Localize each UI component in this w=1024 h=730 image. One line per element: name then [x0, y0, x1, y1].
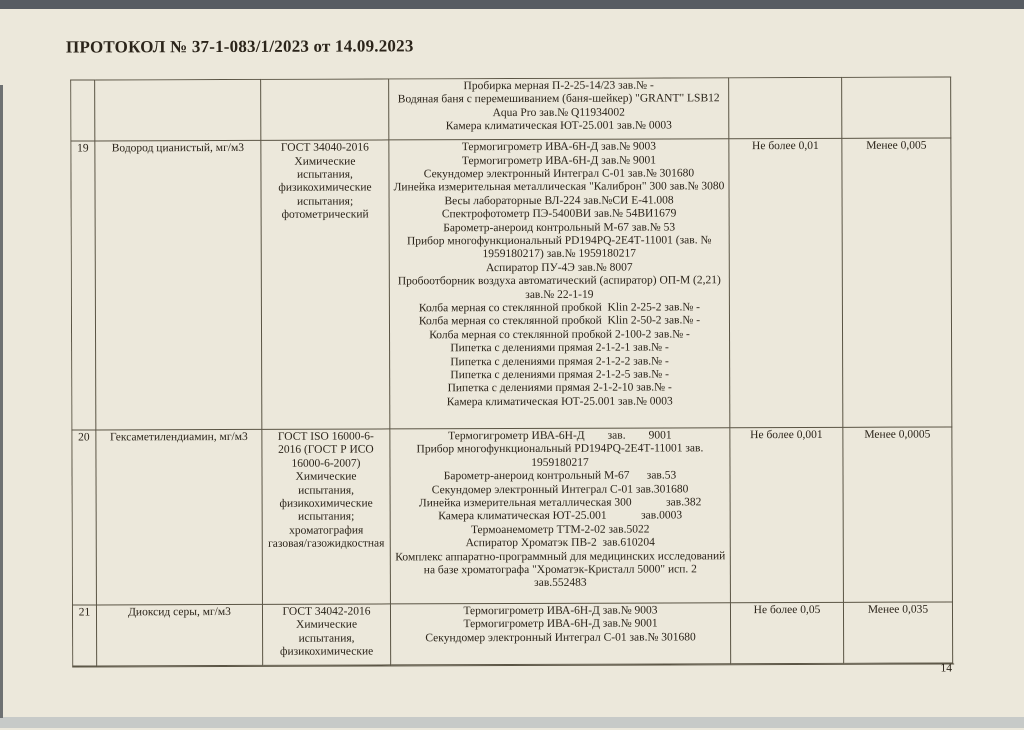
equipment-line: Пипетка с делениями прямая 2-1-2-5 зав.№ - — [450, 368, 669, 382]
equipment-line: Пробирка мерная П-2-25-14/23 зав.№ - — [463, 79, 654, 93]
cell-result: Менее 0,0005 — [843, 427, 953, 602]
cell-result: Менее 0,005 — [842, 138, 952, 427]
cell-norm: Не более 0,01 — [729, 138, 843, 427]
scan-edge-top — [0, 0, 1024, 9]
equipment-line: Секундомер электронный Интеграл С-01 зав.№ 301680 — [423, 167, 695, 181]
page-number: 14 — [940, 662, 952, 675]
equipment-line: Камера климатическая ЮТ-25.001 зав.0003 — [438, 509, 683, 523]
equipment-line: Колба мерная со стеклянной пробкой Klin 2-25-2 зав.№ - — [418, 301, 701, 315]
table-row — [72, 602, 952, 666]
equipment-line: Линейка измерительная металлическая 300 зав.382 — [418, 496, 702, 510]
equipment-line: Термогигрометр ИВА-6Н-Д зав.№ 9003 — [463, 604, 658, 617]
equipment-line: Термогигрометр ИВА-6Н-Д зав.№ 9003 — [461, 140, 656, 154]
table-row — [72, 427, 953, 605]
equipment-line: Пипетка с делениями прямая 2-1-2-1 зав.№ - — [450, 341, 669, 355]
equipment-line: Водяная баня с перемешиванием (баня-шейкер) "GRANT" LSB12 Aqua Pro зав.№ Q11934002 — [397, 92, 722, 119]
equipment-line: Линейка измерительная металлическая "Калиброн" 300 зав.№ 3080 — [393, 180, 725, 194]
equipment-line: Аспиратор Хроматэк ПВ-2 зав.610204 — [465, 536, 655, 550]
cell-norm: Не более 0,001 — [730, 427, 844, 602]
equipment-line: Термогигрометр ИВА-6Н-Д зав. 9001 — [448, 429, 672, 443]
results-table-grid — [70, 76, 953, 666]
cell-num: 19 — [71, 141, 96, 430]
equipment-line: Камера климатическая ЮТ-25.001 зав.№ 0003 — [445, 119, 672, 133]
cell-result: Менее 0,035 — [843, 602, 952, 664]
cell-substance: Гексаметилендиамин, мг/м3 — [96, 429, 263, 605]
equipment-line: Комплекс аппаратно-программный для медицинских исследований на базе хроматографа "Хроматэк-Кристалл 5000" исп. 2 зав.552483 — [395, 549, 729, 590]
cell-method: ГОСТ ISO 16000-6- 2016 (ГОСТ Р ИСО 16000-6-2007) Химические испытания, физикохимические испытания; хроматография газовая/газожидкостная — [262, 429, 391, 604]
cell-result — [842, 77, 951, 139]
equipment-line: Прибор многофункциональный PD194PQ-2Е4Т-11001 (зав. № 1959180217) зав.№ 1959180217 — [406, 234, 715, 261]
scan-edge-left — [0, 85, 3, 718]
equipment-line: Термоанемометр ТТМ-2-02 зав.5022 — [470, 523, 650, 536]
equipment-line: Прибор многофункциональный PD194PQ-2Е4Т-11001 зав. 1959180217 — [416, 442, 707, 469]
cell-num — [71, 80, 95, 141]
equipment-line: Секундомер электронный Интеграл С-01 зав.301680 — [431, 482, 689, 496]
cell-substance — [95, 79, 261, 141]
cell-equipment — [390, 603, 730, 665]
cell-method — [261, 79, 389, 141]
cell-norm: Не более 0,05 — [730, 602, 843, 664]
equipment-line: Термогигрометр ИВА-6Н-Д зав.№ 9001 — [461, 154, 656, 167]
equipment-line: Аспиратор ПУ-4Э зав.№ 8007 — [486, 261, 633, 274]
cell-norm — [729, 77, 842, 139]
equipment-line: Секундомер электронный Интеграл С-01 зав.№ 301680 — [425, 631, 696, 644]
table-row — [71, 77, 951, 141]
equipment-line: Камера климатическая ЮТ-25.001 зав.№ 0003 — [446, 395, 673, 409]
equipment-line: Весы лабораторные ВЛ-224 зав.№СИ Е-41.008 — [444, 194, 674, 208]
cell-num: 20 — [72, 430, 97, 605]
equipment-line: Спектрофотометр ПЭ-5400ВИ зав.№ 54ВИ1679 — [441, 207, 677, 221]
equipment-line: Барометр-анероид контрольный М-67 зав.№ 53 — [443, 221, 676, 234]
cell-equipment — [389, 139, 730, 429]
table-row — [71, 138, 952, 430]
cell-equipment — [389, 78, 729, 140]
cell-num: 21 — [72, 605, 96, 666]
protocol-title: ПРОТОКОЛ № 37-1-083/1/2023 от 14.09.2023 — [65, 36, 414, 57]
cell-method: ГОСТ 34040-2016 Химические испытания, физикохимические испытания; фотометрический — [261, 140, 390, 429]
cell-substance: Диоксид серы, мг/м3 — [96, 604, 262, 666]
scan-edge-bottom — [0, 717, 1024, 728]
equipment-line: Пипетка с делениями прямая 2-1-2-2 зав.№ - — [450, 355, 669, 368]
equipment-line: Термогигрометр ИВА-6Н-Д зав.№ 9001 — [463, 617, 658, 631]
equipment-line: Пробоотборник воздуха автоматический (аспиратор) ОП-М (2,21) зав.№ 22-1-19 — [397, 274, 724, 301]
equipment-line: Барометр-анероид контрольный М-67 зав.53 — [443, 469, 677, 483]
equipment-line: Колба мерная со стеклянной пробкой Klin 2-50-2 зав.№ - — [418, 314, 701, 328]
results-table — [70, 76, 954, 667]
equipment-line: Пипетка с делениями прямая 2-1-2-10 зав.№ - — [447, 381, 672, 395]
equipment-line: Колба мерная со стеклянной пробкой 2-100-2 зав.№ - — [429, 328, 690, 342]
cell-method: ГОСТ 34042-2016 Химические испытания, физикохимические — [262, 604, 390, 666]
cell-substance: Водород цианистый, мг/м3 — [95, 141, 262, 430]
cell-equipment — [390, 428, 731, 604]
